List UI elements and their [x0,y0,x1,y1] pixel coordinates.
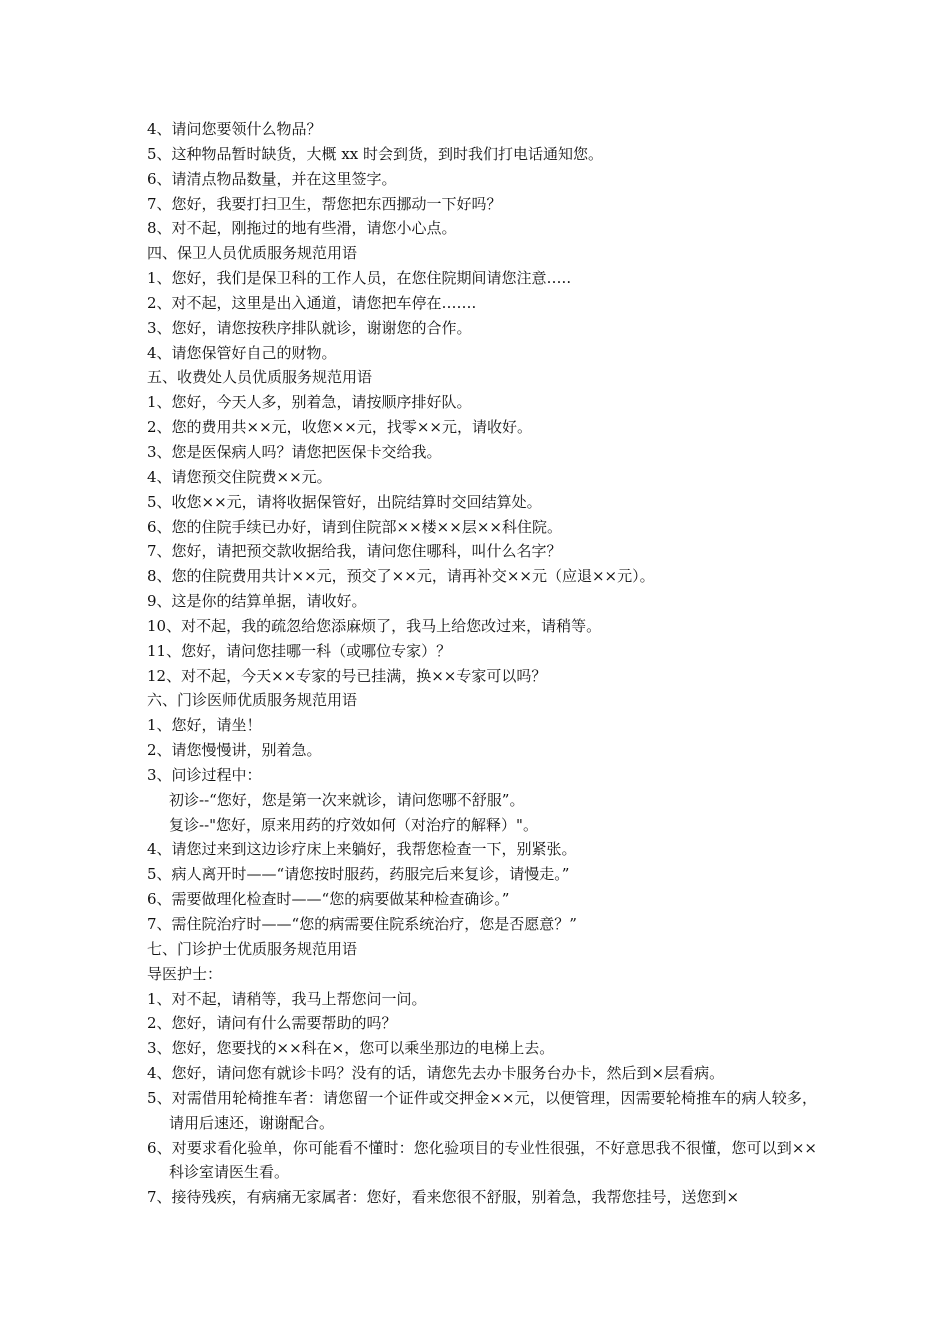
text-line: 7、您好，请把预交款收据给我，请问您住哪科，叫什么名字？ [147,542,562,561]
text-line: 8、您的住院费用共计××元，预交了××元，请再补交××元（应退××元）。 [147,567,655,586]
text-line: 6、需要做理化检查时——“您的病要做某种检查确诊。” [147,890,510,909]
section-heading: 六、门诊医师优质服务规范用语 [147,691,358,710]
text-line: 复诊--"您好，原来用药的疗效如何（对治疗的解释）"。 [169,815,538,834]
text-line: 7、您好，我要打扫卫生，帮您把东西挪动一下好吗？ [147,194,502,213]
text-line: 3、问诊过程中： [147,765,262,784]
text-line: 4、您好，请问您有就诊卡吗？没有的话，请您先去办卡服务台办卡，然后到×层看病。 [147,1064,725,1083]
text-line: 3、您好，您要找的××科在×，您可以乘坐那边的电梯上去。 [147,1039,555,1058]
text-line: 11、您好，请问您挂哪一科（或哪位专家）？ [147,641,452,660]
text-line: 8、对不起，刚拖过的地有些滑，请您小心点。 [147,219,457,238]
text-line: 4、请问您要领什么物品？ [147,120,322,138]
text-line: 10、对不起，我的疏忽给您添麻烦了，我马上给您改过来，请稍等。 [147,616,602,635]
text-line: 5、收您××元，请将收据保管好，出院结算时交回结算处。 [147,492,542,511]
text-line: 1、您好，我们是保卫科的工作人员，在您住院期间请您注意….. [147,269,572,288]
text-line: 7、需住院治疗时——“您的病需要住院系统治疗，您是否愿意？” [147,915,577,933]
text-line: 2、对不起，这里是出入通道，请您把车停在……. [147,293,477,312]
text-paragraph: 7、接待残疾，有病痛无家属者：您好，看来您很不舒服，别着急，我帮您挂号，送您到× [147,1188,740,1207]
section-heading: 五、收费处人员优质服务规范用语 [147,368,373,387]
subheading: 导医护士： [147,964,223,983]
text-line: 初诊--“您好，您是第一次来就诊，请问您哪不舒服”。 [169,790,525,809]
text-line: 2、您好，请问有什么需要帮助的吗？ [147,1014,397,1033]
section-heading: 七、门诊护士优质服务规范用语 [147,939,358,958]
text-line: 12、对不起，今天××专家的号已挂满，换××专家可以吗？ [147,666,547,685]
text-paragraph: 6、对要求看化验单，你可能看不懂时：您化验项目的专业性很强，不好意思我不很懂，您可以到××科诊室请医生看。 [147,1138,817,1182]
text-line: 1、您好，请坐！ [147,716,262,735]
text-line: 6、您的住院手续已办好，请到住院部××楼××层××科住院。 [147,517,562,536]
section-heading: 四、保卫人员优质服务规范用语 [147,244,358,263]
text-line: 2、请您慢慢讲，别着急。 [147,741,322,760]
text-line: 5、病人离开时——“请您按时服药，药服完后来复诊，请慢走。” [147,865,570,884]
text-line: 3、您好，请您按秩序排队就诊，谢谢您的合作。 [147,318,472,337]
text-line: 5、这种物品暂时缺货，大概 xx 时会到货，到时我们打电话通知您。 [147,144,604,163]
document-body [147,117,817,1210]
text-line: 3、您是医保病人吗？请您把医保卡交给我。 [147,442,442,461]
text-line: 4、请您保管好自己的财物。 [147,343,337,362]
text-line: 4、请您过来到这边诊疗床上来躺好，我帮您检查一下，别紧张。 [147,840,577,859]
text-line: 2、您的费用共××元，收您××元，找零××元，请收好。 [147,418,532,437]
text-line: 9、这是你的结算单据，请收好。 [147,592,367,611]
text-line: 1、对不起，请稍等，我马上帮您问一问。 [147,989,427,1008]
text-line: 6、请清点物品数量，并在这里签字。 [147,169,397,188]
text-line: 1、您好，今天人多，别着急，请按顺序排好队。 [147,393,472,412]
text-paragraph: 5、对需借用轮椅推车者：请您留一个证件或交押金××元，以便管理，因需要轮椅推车的病人较多，请用后速还，谢谢配合。 [147,1088,817,1132]
text-line: 4、请您预交住院费××元。 [147,467,332,486]
